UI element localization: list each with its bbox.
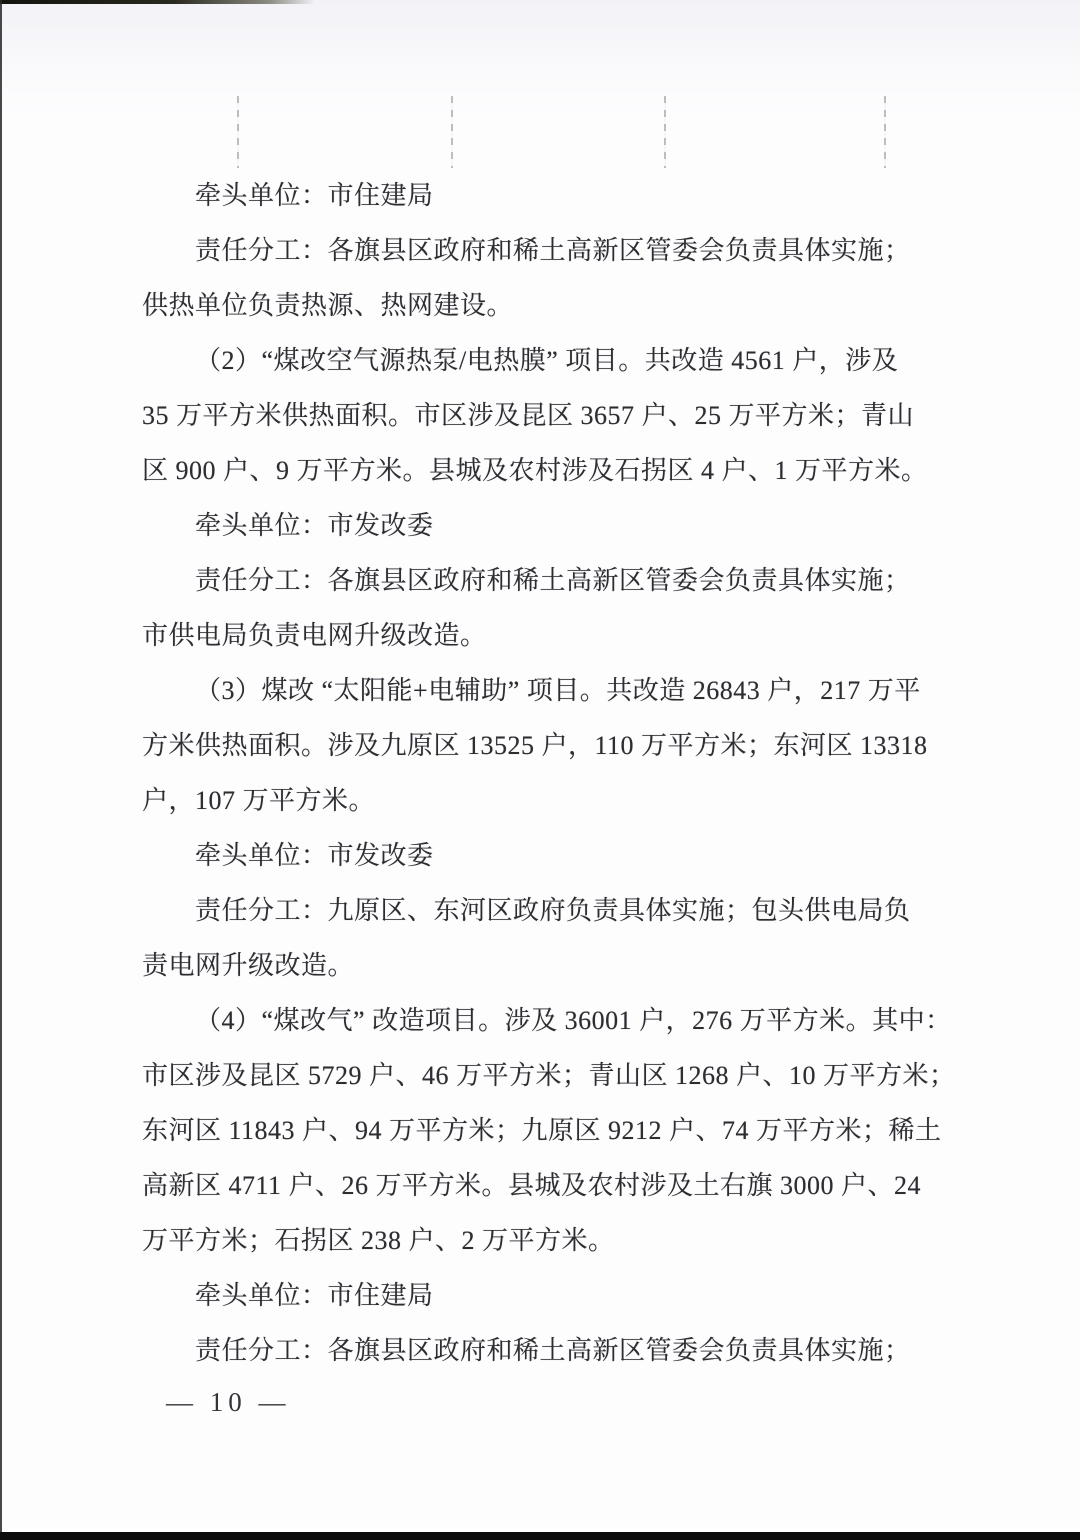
scan-artifact-left-edge: [0, 0, 2, 1540]
text-line: 牵头单位：市发改委: [195, 841, 434, 870]
scan-artifact-bottom-edge: [0, 1532, 1080, 1540]
text-line: 万平方米；石拐区 238 户、2 万平方米。: [142, 1226, 615, 1255]
text-line: （3）煤改 “太阳能+电辅助” 项目。共改造 26843 户，217 万平: [195, 676, 921, 705]
fold-mark: [884, 96, 886, 168]
text-line: 35 万平方米供热面积。市区涉及昆区 3657 户、25 万平方米；青山: [142, 401, 915, 430]
text-line: 责任分工：各旗县区政府和稀土高新区管委会负责具体实施；: [195, 236, 911, 265]
text-line: 供热单位负责热源、热网建设。: [142, 291, 514, 320]
page-number: — 10 —: [166, 1387, 291, 1417]
text-line: 牵头单位：市住建局: [195, 181, 434, 210]
text-line: 责任分工：各旗县区政府和稀土高新区管委会负责具体实施；: [195, 1336, 911, 1365]
scan-artifact-top-edge: [0, 0, 315, 4]
text-line: 户，107 万平方米。: [142, 786, 376, 815]
text-line: 区 900 户、9 万平方米。县城及农村涉及石拐区 4 户、1 万平方米。: [142, 456, 928, 485]
text-line: 牵头单位：市发改委: [195, 511, 434, 540]
text-line: 高新区 4711 户、26 万平方米。县城及农村涉及土右旗 3000 户、24: [142, 1171, 922, 1200]
fold-mark: [451, 96, 453, 168]
text-line: 牵头单位：市住建局: [195, 1281, 434, 1310]
document-body: [142, 168, 956, 1378]
text-line: （4）“煤改气” 改造项目。涉及 36001 户，276 万平方米。其中：: [195, 1006, 952, 1035]
text-line: 责任分工：各旗县区政府和稀土高新区管委会负责具体实施；: [195, 566, 911, 595]
fold-mark: [237, 96, 239, 168]
text-line: 责任分工：九原区、东河区政府负责具体实施；包头供电局负: [195, 896, 911, 925]
text-line: 市区涉及昆区 5729 户、46 万平方米；青山区 1268 户、10 万平方米；: [142, 1061, 956, 1090]
text-line: 责电网升级改造。: [142, 951, 355, 980]
text-line: （2）“煤改空气源热泵/电热膜” 项目。共改造 4561 户，涉及: [195, 346, 899, 375]
text-line: 市供电局负责电网升级改造。: [142, 621, 487, 650]
text-line: 方米供热面积。涉及九原区 13525 户，110 万平方米；东河区 13318: [142, 731, 928, 760]
fold-mark: [664, 96, 666, 168]
text-line: 东河区 11843 户、94 万平方米；九原区 9212 户、74 万平方米；稀土: [142, 1116, 942, 1145]
